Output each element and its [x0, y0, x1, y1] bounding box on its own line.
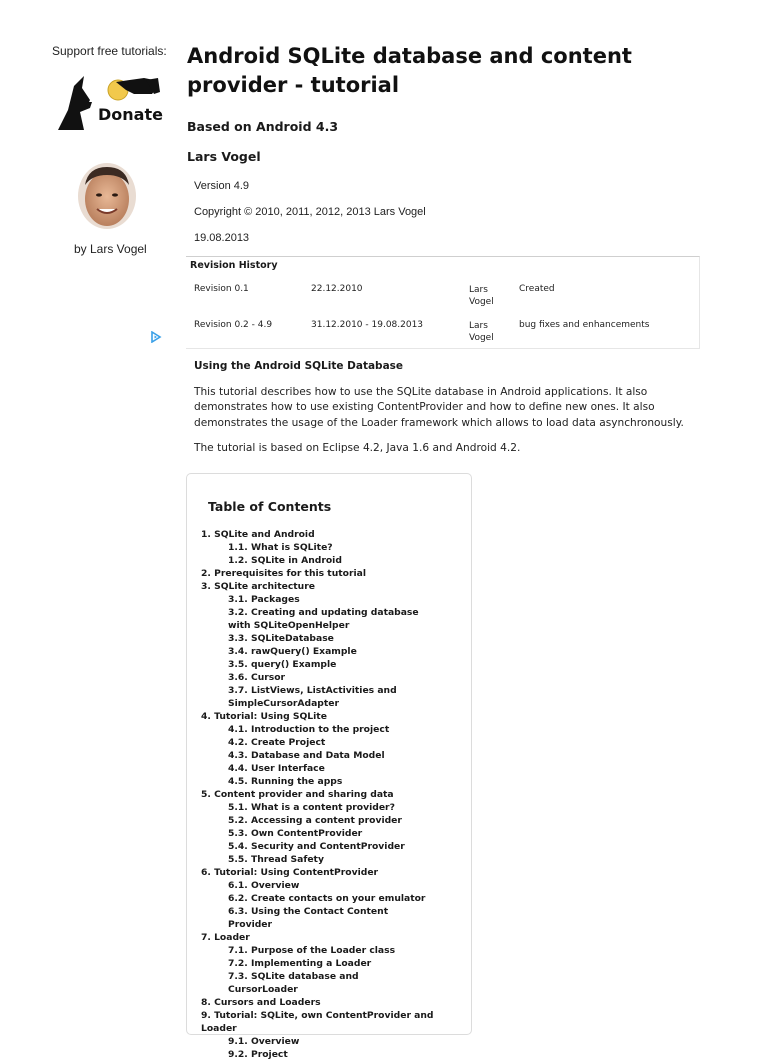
toc-link[interactable]: 7.3. SQLite database and CursorLoader [228, 971, 359, 995]
toc-link[interactable]: 4.1. Introduction to the project [228, 724, 390, 735]
revision-history-table [186, 256, 700, 349]
toc-link[interactable]: 6.1. Overview [228, 880, 300, 891]
page-title: Android SQLite database and content provider - tutorial [187, 44, 632, 97]
version: Version 4.9 [194, 180, 250, 192]
toc-link[interactable]: 9. Tutorial: SQLite, own ContentProvider and Loader [201, 1010, 434, 1034]
toc-link[interactable]: 9.2. Project [228, 1049, 288, 1060]
revision-number: Revision 0.1 [194, 284, 249, 294]
toc-link[interactable]: 7.2. Implementing a Loader [228, 958, 372, 969]
toc-link[interactable]: 5.4. Security and ContentProvider [228, 841, 405, 852]
toc-link[interactable]: 4.3. Database and Data Model [228, 750, 385, 761]
toc-link[interactable]: 1. SQLite and Android [201, 529, 315, 540]
author-name: Lars Vogel [187, 149, 261, 164]
toc-link[interactable]: 4.5. Running the apps [228, 776, 343, 787]
revision-author: Lars Vogel [469, 285, 494, 307]
revision-author: Lars Vogel [469, 321, 494, 343]
toc-link[interactable]: 4.4. User Interface [228, 763, 325, 774]
abstract-body: This tutorial describes how to use the SQLite database in Android applications. It also demonstrates how to use existing ContentProvider and how to define new ones. It also demonstrates the usage of the Loader framework which allows to load data asynchronously. [194, 386, 684, 429]
table-of-contents [186, 473, 472, 1060]
toc-link[interactable]: 5. Content provider and sharing data [201, 789, 394, 800]
toc-list [187, 528, 471, 1061]
based-on-note: The tutorial is based on Eclipse 4.2, Java 1.6 and Android 4.2. [194, 442, 521, 454]
toc-link[interactable]: 9.1. Overview [228, 1036, 300, 1047]
toc-link[interactable]: 8. Cursors and Loaders [201, 997, 321, 1008]
author-photo-icon [78, 163, 136, 229]
by-author: by Lars Vogel [74, 242, 147, 256]
copyright: Copyright © 2010, 2011, 2012, 2013 Lars Vogel [194, 206, 426, 218]
toc-link[interactable]: 6. Tutorial: Using ContentProvider [201, 867, 379, 878]
publish-date: 19.08.2013 [194, 232, 250, 244]
toc-link[interactable]: 5.1. What is a content provider? [228, 802, 395, 813]
toc-link[interactable]: 3.3. SQLiteDatabase [228, 633, 334, 644]
toc-link[interactable]: 3.5. query() Example [228, 659, 337, 670]
subtitle: Based on Android 4.3 [187, 119, 339, 134]
toc-link[interactable]: 3.1. Packages [228, 594, 300, 605]
ad-choices-icon[interactable] [150, 331, 162, 343]
toc-link[interactable]: 7. Loader [201, 932, 250, 943]
revision-number: Revision 0.2 - 4.9 [194, 320, 273, 330]
toc-link[interactable]: 1.2. SQLite in Android [228, 555, 342, 566]
revision-note: Created [519, 284, 555, 294]
donate-label: Donate [98, 105, 163, 124]
toc-title: Table of Contents [208, 499, 332, 514]
toc-link[interactable]: 3. SQLite architecture [201, 581, 315, 592]
toc-link[interactable]: 5.2. Accessing a content provider [228, 815, 402, 826]
toc-link[interactable]: 6.2. Create contacts on your emulator [228, 893, 426, 904]
toc-link[interactable]: 3.7. ListViews, ListActivities and SimpleCursorAdapter [228, 685, 397, 709]
toc-link[interactable]: 4.2. Create Project [228, 737, 326, 748]
toc-link[interactable]: 5.5. Thread Safety [228, 854, 324, 865]
toc-link[interactable]: 3.2. Creating and updating database with SQLiteOpenHelper [228, 607, 419, 631]
revision-date: 22.12.2010 [311, 284, 363, 294]
toc-link[interactable]: 1.1. What is SQLite? [228, 542, 333, 553]
author-avatar [78, 163, 136, 229]
revision-note: bug fixes and enhancements [519, 320, 650, 330]
toc-link[interactable]: 7.1. Purpose of the Loader class [228, 945, 396, 956]
donate-button[interactable] [54, 72, 162, 134]
donate-wizard-icon [54, 72, 162, 134]
toc-link[interactable]: 5.3. Own ContentProvider [228, 828, 363, 839]
toc-link[interactable]: 3.4. rawQuery() Example [228, 646, 357, 657]
support-text: Support free tutorials: [52, 44, 167, 58]
toc-link[interactable]: 3.6. Cursor [228, 672, 286, 683]
toc-link[interactable]: 4. Tutorial: Using SQLite [201, 711, 327, 722]
revision-date: 31.12.2010 - 19.08.2013 [311, 320, 424, 330]
revision-history-heading: Revision History [190, 260, 278, 271]
abstract-title: Using the Android SQLite Database [194, 360, 404, 372]
toc-link[interactable]: 2. Prerequisites for this tutorial [201, 568, 366, 579]
toc-link[interactable]: 6.3. Using the Contact Content Provider [228, 906, 389, 930]
